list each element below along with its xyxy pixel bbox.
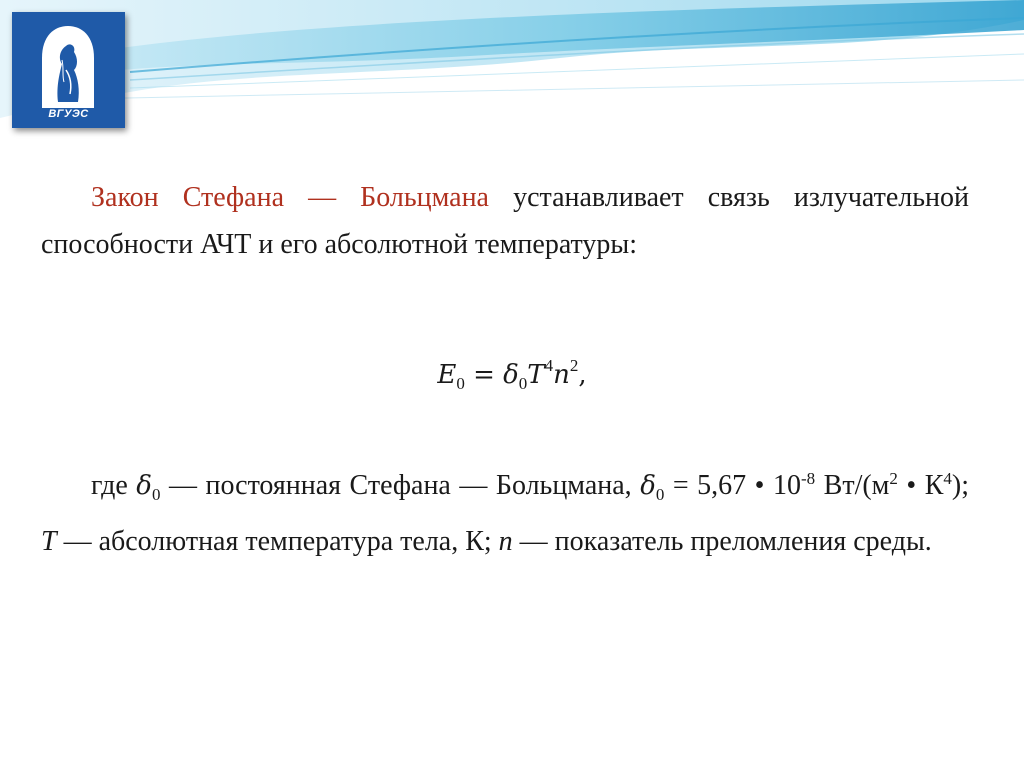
header-wave-decoration xyxy=(0,0,1024,140)
logo-caption: ВГУЭС xyxy=(48,108,89,120)
university-logo xyxy=(12,12,125,128)
law-description xyxy=(41,174,969,268)
law-description-text: устанавливает связь излучательной способности АЧТ и его абсолютной температуры: xyxy=(41,182,970,260)
stefan-boltzmann-formula: $E_0 = \delta_0T^4n^2$, xyxy=(437,356,587,393)
formula-explanation: где $\delta_0$ — постоянная Стефана — Больцмана, $\delta_0 = 5,67$ • $10^{-8}$ $Вт/(м^2$ • $К^4$); T — абсолютная температура тела, К; n — показатель преломления среды. xyxy=(41,469,970,557)
law-name: Закон Стефана — Больцмана xyxy=(91,182,489,213)
